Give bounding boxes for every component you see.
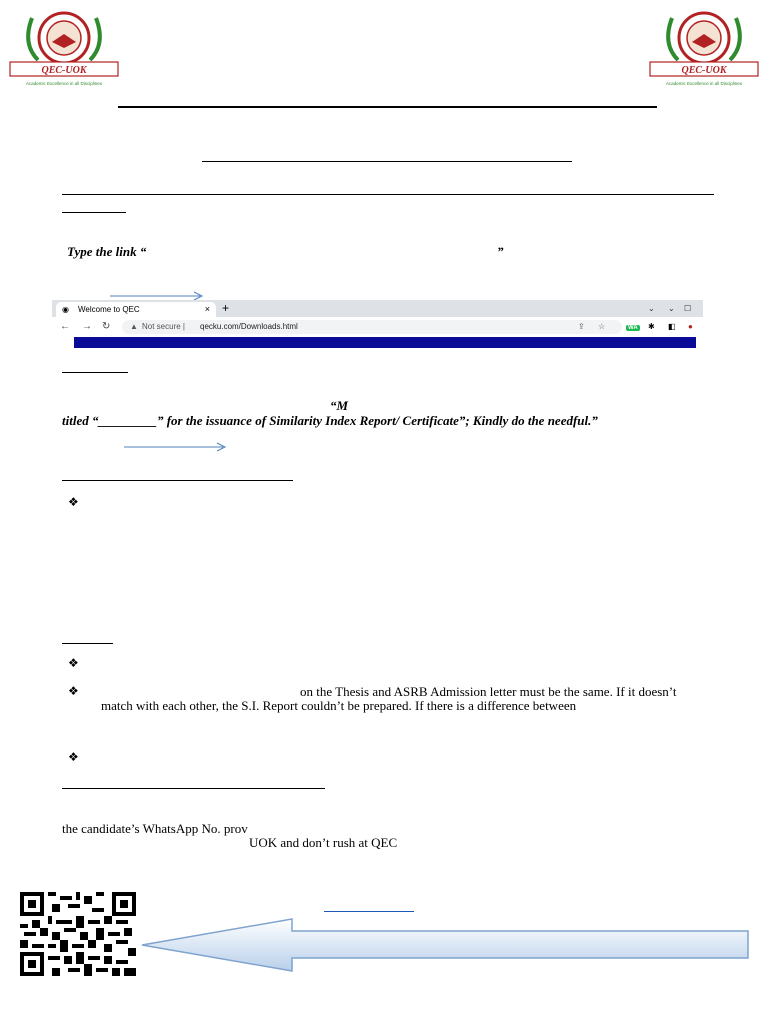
subtitle-underline (202, 161, 572, 162)
globe-icon: ◉ (62, 305, 69, 314)
bullet-icon: ❖ (68, 495, 79, 509)
note2-line2: match with each other, the S.I. Report couldn’t be prepared. If there is a difference between (101, 698, 577, 713)
share-icon[interactable]: ⇪ (578, 322, 585, 331)
left-pointing-arrow (140, 916, 752, 974)
browser-tabbar (52, 300, 703, 317)
logo-left-text: QEC-UOK (41, 65, 87, 76)
step2-line1: “M (330, 398, 349, 413)
qec-uok-logo-right (648, 8, 760, 88)
step1-instruction: Type the link “ (67, 244, 147, 259)
qr-code[interactable] (20, 892, 136, 976)
step2-heading-underline (62, 372, 128, 373)
address-bar[interactable] (122, 320, 622, 334)
hyperlink-underline[interactable] (324, 911, 414, 912)
browser-screenshot (52, 300, 703, 348)
step1-instruction-close: ” (497, 244, 504, 259)
restore-button[interactable]: ☐ (684, 304, 692, 313)
note2-line1: on the Thesis and ASRB Admission letter must be the same. If it doesn’t (300, 684, 677, 699)
qec-uok-logo-left (8, 8, 120, 88)
back-arrow-icon[interactable]: ← (60, 321, 70, 332)
logo-left-tagline: Academic Excellence in all Disciplines (25, 81, 103, 86)
site-navbar-strip (74, 337, 696, 348)
logo-right-text: QEC-UOK (681, 65, 727, 76)
close-icon[interactable]: × (204, 304, 210, 314)
section-divider (62, 194, 714, 195)
minimize-button[interactable]: ⌄ (668, 304, 675, 313)
url-text: qecku.com/Downloads.html (200, 322, 298, 331)
title-underline (118, 106, 657, 108)
puzzle-icon[interactable]: ✱ (648, 322, 655, 331)
chevron-down-icon[interactable]: ⌄ (648, 304, 655, 313)
footer-heading-underline (62, 788, 325, 789)
star-icon[interactable]: ☆ (598, 322, 606, 331)
profile-avatar[interactable]: ● (688, 322, 693, 331)
browser-tab-title: Welcome to QEC (78, 305, 140, 314)
security-label: Not secure | (142, 322, 185, 331)
bullet-icon: ❖ (68, 750, 79, 764)
new-tab-button[interactable]: + (222, 301, 230, 315)
sidepanel-icon[interactable]: ◧ (668, 322, 676, 331)
notes-heading-underline (62, 643, 113, 644)
whatsapp-extension-icon[interactable]: WA (628, 325, 638, 331)
pointer-arrow-2 (124, 441, 228, 453)
footer-line2: UOK and don’t rush at QEC (249, 835, 398, 850)
section3-heading-underline (62, 480, 293, 481)
warning-icon: ▲ (130, 322, 138, 331)
reload-icon[interactable]: ↻ (102, 321, 111, 332)
browser-tab[interactable] (56, 302, 216, 317)
bullet-icon: ❖ (68, 656, 79, 670)
logo-right-tagline: Academic Excellence in all Disciplines (665, 81, 743, 86)
step1-heading-underline (62, 212, 126, 213)
footer-line1: the candidate’s WhatsApp No. prov (62, 821, 248, 836)
bullet-icon: ❖ (68, 684, 79, 698)
step2-line2: titled “_________” for the issuance of Similarity Index Report/ Certificate”; Kindly do the needful.” (62, 413, 598, 428)
forward-arrow-icon[interactable]: → (82, 321, 92, 332)
browser-toolbar (52, 317, 703, 337)
